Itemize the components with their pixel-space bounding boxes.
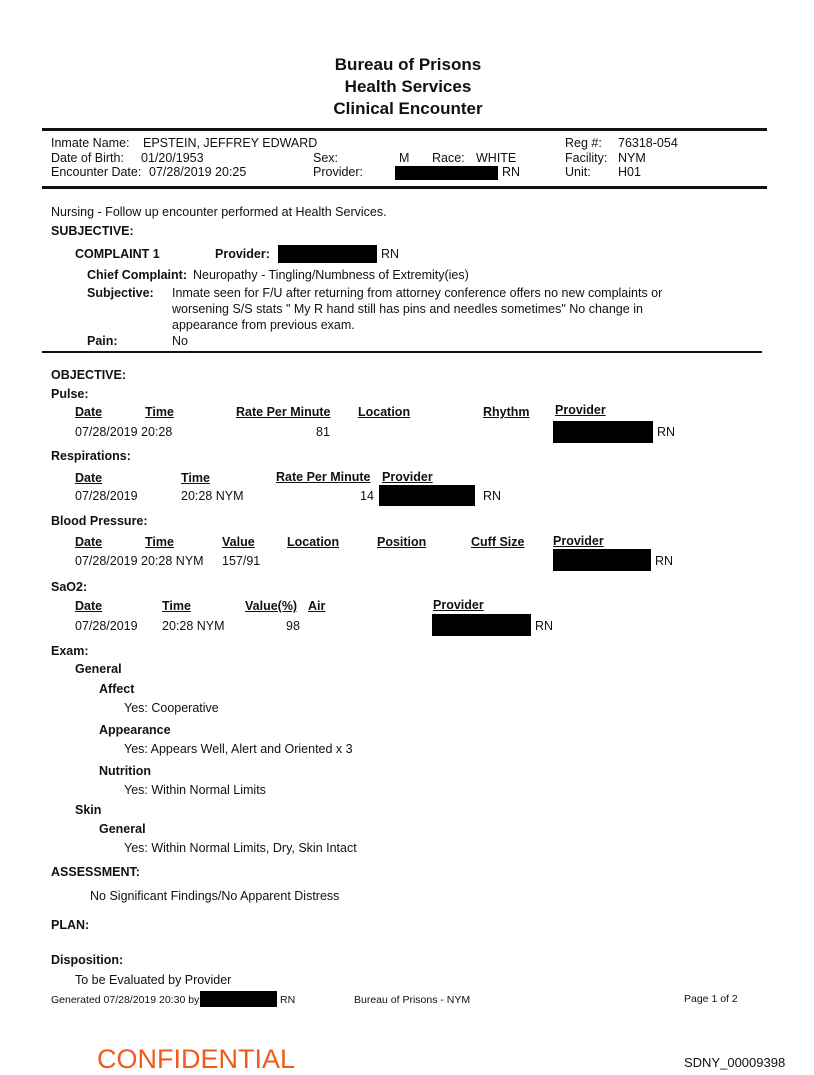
footer-center: Bureau of Prisons - NYM — [354, 994, 471, 1006]
reg-number: 76318-054 — [618, 136, 678, 150]
chief-complaint: Neuropathy - Tingling/Numbness of Extremity(ies) — [193, 268, 469, 282]
redaction — [379, 485, 475, 506]
complaint-provider-suffix: RN — [381, 247, 400, 261]
pain-label: Pain: — [87, 334, 118, 348]
pain-value: No — [172, 334, 188, 348]
col-header: Time — [145, 535, 174, 549]
bp-value: 157/91 — [222, 554, 261, 568]
col-header: Air — [308, 599, 326, 613]
redaction — [200, 991, 277, 1007]
redaction — [553, 421, 653, 443]
chief-complaint-label: Chief Complaint: — [87, 268, 187, 282]
facility: NYM — [618, 151, 646, 165]
resp-rate: 14 — [360, 489, 374, 503]
divider — [42, 128, 767, 131]
sao2-label: SaO2: — [51, 580, 88, 594]
col-header: Date — [75, 535, 103, 549]
exam-nutrition-value: Yes: Within Normal Limits — [124, 783, 266, 797]
footer-suffix: RN — [280, 994, 296, 1006]
redaction — [432, 614, 531, 636]
exam-general: General — [75, 662, 122, 676]
bp-provider-suffix: RN — [655, 554, 674, 568]
sex-label: Sex: — [313, 151, 339, 165]
provider-label: Provider: — [313, 165, 364, 179]
complaint-label: COMPLAINT 1 — [75, 247, 160, 261]
reg-label: Reg #: — [565, 136, 602, 150]
col-header: Value — [222, 535, 255, 549]
col-header: Time — [162, 599, 191, 613]
respirations-label: Respirations: — [51, 449, 131, 463]
unit: H01 — [618, 165, 641, 179]
doc-title-line1: Bureau of Prisons — [334, 55, 482, 74]
pulse-rate: 81 — [316, 425, 330, 439]
redaction — [553, 549, 651, 571]
sao2-value: 98 — [286, 619, 300, 633]
col-header: Value(%) — [245, 599, 298, 613]
sao2-date: 07/28/2019 — [75, 619, 138, 633]
resp-time: 20:28 NYM — [181, 489, 244, 503]
footer-generated: Generated 07/28/2019 20:30 by — [51, 994, 200, 1006]
pulse-label: Pulse: — [51, 387, 89, 401]
complaint-provider-label: Provider: — [215, 247, 270, 261]
dob-label: Date of Birth: — [51, 151, 124, 165]
provider-suffix: RN — [502, 165, 521, 179]
pulse-provider-suffix: RN — [657, 425, 676, 439]
divider — [42, 351, 762, 353]
col-header: Cuff Size — [471, 535, 525, 549]
exam-skin-value: Yes: Within Normal Limits, Dry, Skin Intact — [124, 841, 357, 855]
unit-label: Unit: — [565, 165, 591, 179]
col-header: Provider — [553, 534, 604, 548]
divider — [42, 186, 767, 189]
exam-affect-value: Yes: Cooperative — [124, 701, 219, 715]
objective-heading: OBJECTIVE: — [51, 368, 127, 382]
subjective-heading: SUBJECTIVE: — [51, 224, 134, 238]
col-header: Rate Per Minute — [276, 470, 371, 484]
exam-label: Exam: — [51, 644, 89, 658]
resp-provider-suffix: RN — [483, 489, 502, 503]
intro-text: Nursing - Follow up encounter performed at Health Services. — [51, 205, 387, 219]
col-header: Date — [75, 405, 103, 419]
col-header: Rhythm — [483, 405, 530, 419]
encounter-date: 07/28/2019 20:25 — [149, 165, 247, 179]
resp-date: 07/28/2019 — [75, 489, 138, 503]
redaction — [395, 166, 498, 180]
disposition-heading: Disposition: — [51, 953, 124, 967]
col-header: Provider — [433, 598, 484, 612]
col-header: Location — [287, 535, 340, 549]
col-header: Rate Per Minute — [236, 405, 331, 419]
facility-label: Facility: — [565, 151, 608, 165]
bp-label: Blood Pressure: — [51, 514, 148, 528]
race-label: Race: — [432, 151, 465, 165]
sao2-provider-suffix: RN — [535, 619, 554, 633]
page-number: Page 1 of 2 — [684, 993, 738, 1005]
assessment-heading: ASSESSMENT: — [51, 865, 140, 879]
inmate-name: EPSTEIN, JEFFREY EDWARD — [143, 136, 318, 150]
plan-heading: PLAN: — [51, 918, 90, 932]
exam-affect: Affect — [99, 682, 135, 696]
sex: M — [399, 151, 410, 165]
assessment-text: No Significant Findings/No Apparent Distress — [90, 889, 340, 903]
bates-number: SDNY_00009398 — [684, 1055, 786, 1070]
subjective-label: Subjective: — [87, 286, 154, 300]
pulse-datetime: 07/28/2019 20:28 — [75, 425, 173, 439]
exam-appearance: Appearance — [99, 723, 171, 737]
doc-title-line3: Clinical Encounter — [333, 99, 483, 118]
col-header: Location — [358, 405, 411, 419]
col-header: Date — [75, 599, 103, 613]
col-header: Time — [181, 471, 210, 485]
redaction — [278, 245, 377, 263]
inmate-name-label: Inmate Name: — [51, 136, 130, 150]
col-header: Date — [75, 471, 103, 485]
exam-appearance-value: Yes: Appears Well, Alert and Oriented x 3 — [124, 742, 353, 756]
col-header: Provider — [382, 470, 433, 484]
race: WHITE — [476, 151, 517, 165]
exam-skin-general: General — [99, 822, 146, 836]
confidential-stamp: CONFIDENTIAL — [97, 1044, 296, 1074]
subjective-line: worsening S/S stats " My R hand still has pins and needles sometimes" No change in — [172, 302, 643, 316]
encounter-date-label: Encounter Date: — [51, 165, 142, 179]
disposition-text: To be Evaluated by Provider — [75, 973, 232, 987]
exam-skin: Skin — [75, 803, 102, 817]
exam-nutrition: Nutrition — [99, 764, 152, 778]
col-header: Provider — [555, 403, 606, 417]
doc-title-line2: Health Services — [344, 77, 472, 96]
subjective-line: Inmate seen for F/U after returning from attorney conference offers no new complaints or — [172, 286, 663, 300]
dob: 01/20/1953 — [141, 151, 204, 165]
col-header: Time — [145, 405, 174, 419]
subjective-line: appearance from previous exam. — [172, 318, 355, 332]
sao2-time: 20:28 NYM — [162, 619, 225, 633]
col-header: Position — [377, 535, 427, 549]
bp-datetime: 07/28/2019 20:28 NYM — [75, 554, 204, 568]
